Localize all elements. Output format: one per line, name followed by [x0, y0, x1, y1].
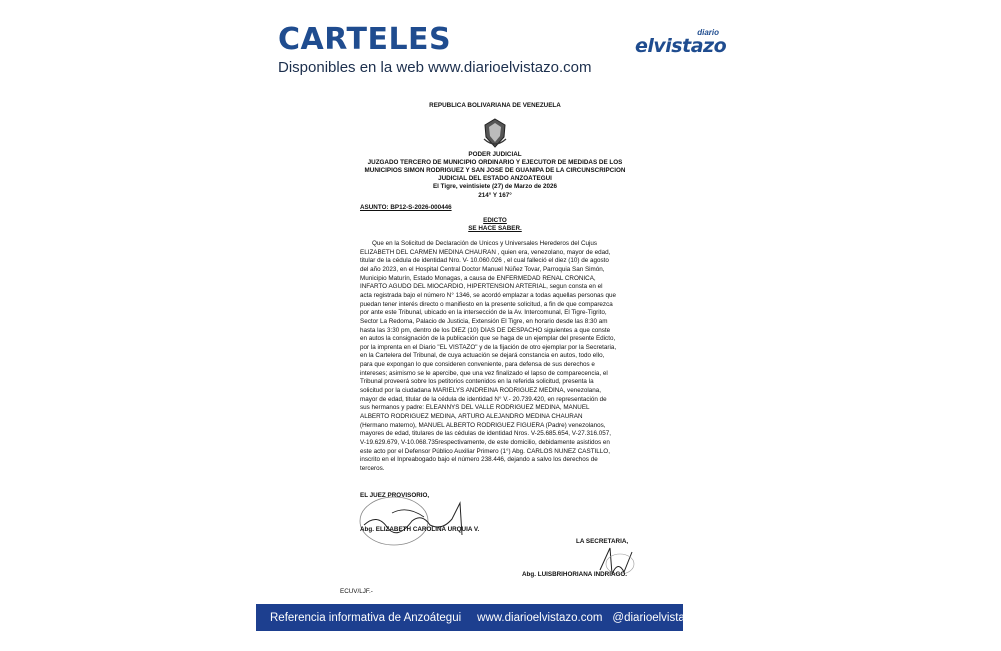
edict-body-line: hasta las 3:30 pm, dentro de los DIEZ (10) DÍAS DE DESPACHO siguientes a que conste — [360, 326, 611, 334]
logo-small-text: diario — [697, 28, 719, 37]
edict-body-line: INFARTO AGUDO DEL MIOCARDIO, HIPERTENSIÓN ARTERIAL, segun consta en el — [360, 283, 603, 291]
edict-body-line: terceros. — [360, 464, 385, 472]
edict-body-line: Sector La Redoma, Palacio de Justicia, Extensión El Tigre, en horario desde las 8:30 am — [360, 317, 608, 325]
edict-body-line: intereses; asimismo se le apercibe, que una vez finalizado el lapso de comparecencia, el — [360, 369, 608, 377]
document-years: 214° Y 167° — [478, 192, 512, 199]
court-name-line1: JUZGADO TERCERO DE MUNICIPIO ORDINARIO Y EJECUTOR DE MEDIDAS DE LOS — [367, 159, 623, 166]
header-subtitle: Disponibles en la web www.diarioelvistazo.com — [278, 59, 592, 76]
court-name-line3: JUDICIAL DEL ESTADO ANZOÁTEGUI — [438, 175, 552, 182]
edict-body-line: ELIZABETH DEL CARMEN MEDINA CHAURAN , quien era, venezolano, mayor de edad, — [360, 248, 611, 256]
republic-heading: REPÚBLICA BOLIVARIANA DE VENEZUELA — [429, 102, 561, 109]
edict-heading: EDICTO — [483, 217, 507, 224]
edict-body-line: mayores de edad, titulares de las cédulas de identidad Nros. V-25.685.654, V-27.316.057, — [360, 430, 611, 438]
edict-body-line: Tribunal proveerá sobre los petitorios contenidos en la referida solicitud, presenta la — [360, 378, 594, 386]
newspaper-logo — [635, 30, 725, 62]
judicial-power: PODER JUDICIAL — [468, 151, 522, 158]
document-initials: ECUV/LJF.- — [340, 588, 373, 595]
secretary-title: LA SECRETARIA, — [576, 538, 629, 545]
edict-body-line: acta registrada bajo el número N° 1346, se acordó emplazar a todas aquellas personas que — [360, 291, 616, 299]
judge-title: EL JUEZ PROVISORIO, — [360, 492, 430, 499]
se-hace-saber: SE HACE SABER. — [468, 225, 522, 232]
edict-body-line: V-19.629.679, V-10.068.735respectivamente, de este domicilio, debidamente asistidos en — [360, 438, 610, 446]
secretary-name: Abg. LUISBRIHORIANA INDRIAGO. — [522, 571, 628, 578]
edict-body-line: mayor de edad, titular de la cédula de identidad N° V.- 20.739.420, en representación de — [360, 395, 607, 403]
judge-name: Abg. ELIZABETH CAROLINA URQUIA V. — [360, 526, 480, 533]
edict-body-line: ALBERTO RODRIGUEZ MEDINA, ARTURO ALEJANDRO MEDINA CHAURAN — [360, 413, 583, 420]
edict-body-line: sus hermanos y padre: ELEANNYS DEL VALLE RODRIGUEZ MEDINA, MANUEL — [360, 404, 590, 412]
edict-body-line: por ante este Tribunal, ubicado en la intersección de la Av. Intercomunal, El Tigre-Tigrito, — [360, 309, 607, 317]
edict-body-line: Que en la Solicitud de Declaración de Únicos y Universales Herederos del Cujus — [372, 240, 598, 247]
footer-website[interactable]: www.diarioelvistazo.com — [477, 611, 603, 624]
case-number: ASUNTO: BP12-S-2026-000446 — [360, 204, 452, 211]
edict-body-line: solicitud por la ciudadana MARIELYS ANDREINA RODRIGUEZ MEDINA, venezolana, — [360, 387, 602, 395]
footer-bar — [256, 604, 697, 631]
edict-body-line: para que expongan lo que consideren conveniente, para defensa de sus derechos e — [360, 361, 595, 369]
footer-handle[interactable]: @diarioelvistazo — [612, 611, 697, 624]
header-title: CARTELES — [278, 22, 452, 57]
judge-signature — [352, 493, 482, 553]
edict-body-line: por la imprenta en el Diario "EL VISTAZO" y de la fijación de otro ejemplar por la Secretaria, — [360, 343, 617, 351]
edict-body-line: titular de la cédula de identidad Nro. V- 10.060.026 , el cual falleció el diez (10) de agosto — [360, 257, 609, 265]
edict-body-line: puedan tener interés directo o manifiesto en la presente solicitud, a fin de que comparezca — [360, 300, 613, 308]
edict-body-line: del año 2023, en el Hospital Central Doctor Manuel Núñez Tovar, Parroquia San Simón, — [360, 265, 605, 273]
edict-body-line: Municipio Maturín, Estado Monagas, a causa de ENFERMEDAD RENAL CRÓNICA, — [360, 274, 596, 282]
edict-body-line: en la Cartelera del Tribunal, de cuya actuación se dejará constancia en autos, todo ello, — [360, 352, 605, 360]
logo-main-text: elvistazo — [635, 35, 727, 57]
edict-body-line: este acto por el Defensor Público Auxiliar Primero (1°) Abg. CARLOS NUÑEZ CASTILLO, — [360, 447, 610, 455]
document-date: El Tigre, veintisiete (27) de Marzo de 2026 — [432, 183, 558, 190]
edict-body-line: inscrito en el Inpreabogado bajo el número 238.446, dejando a salvo los derechos de — [360, 456, 598, 464]
edict-body-line: (Hermano materno), MANUEL ALBERTO RODRIGUEZ FIGUERA (Padre) venezolanos, — [360, 421, 606, 429]
footer-tagline: Referencia informativa de Anzoátegui — [270, 611, 462, 624]
court-name-line2: MUNICIPIOS SIMÓN RODRIGUEZ Y SAN JOSÉ DE GUANIPA DE LA CIRCUNSCRIPCIÓN — [364, 167, 626, 174]
edict-body-line: en autos la consignación de la publicación que se haga de un ejemplar del presente Edicto, — [360, 335, 616, 343]
coat-of-arms-icon — [480, 117, 510, 149]
legal-document — [330, 95, 660, 605]
